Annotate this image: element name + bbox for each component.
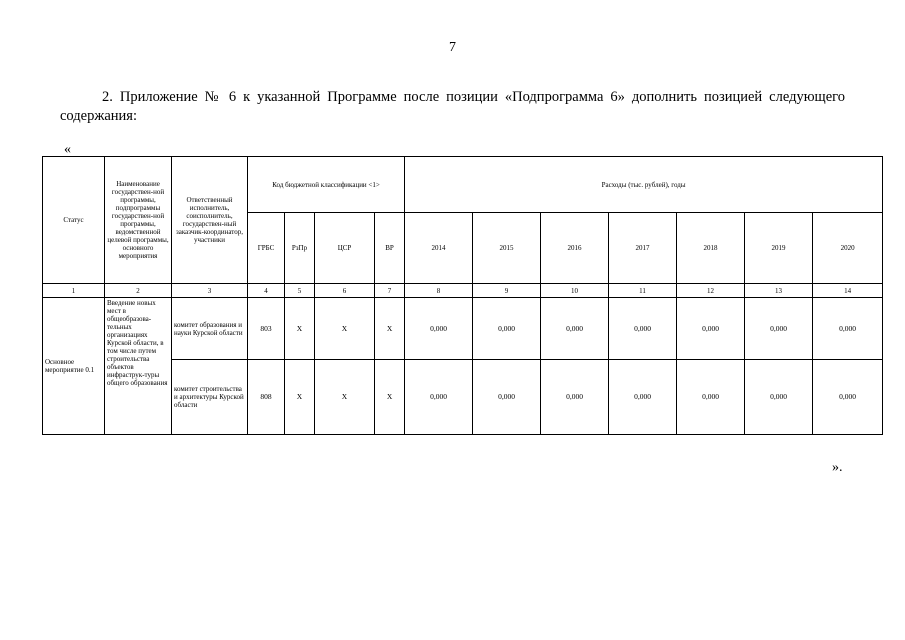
- column-number: 5: [285, 284, 315, 298]
- column-number: 6: [315, 284, 375, 298]
- header-responsible: Ответственный исполнитель, соисполнитель, государствен-ный заказчик-координатор, участники: [172, 157, 248, 284]
- header-year: 2017: [609, 213, 677, 284]
- expense-cell: 0,000: [473, 298, 541, 360]
- column-number: 9: [473, 284, 541, 298]
- column-number: 11: [609, 284, 677, 298]
- expense-cell: 0,000: [541, 298, 609, 360]
- column-number: 1: [43, 284, 105, 298]
- expense-cell: 0,000: [541, 360, 609, 435]
- page-number: 7: [449, 40, 456, 55]
- header-year: 2016: [541, 213, 609, 284]
- header-year: 2015: [473, 213, 541, 284]
- column-number: 4: [248, 284, 285, 298]
- budget-table: [42, 156, 883, 435]
- vr-cell: Х: [375, 298, 405, 360]
- header-expenses: Расходы (тыс. рублей), годы: [405, 157, 883, 213]
- header-status: Статус: [43, 157, 105, 284]
- expense-cell: 0,000: [405, 298, 473, 360]
- header-year: 2014: [405, 213, 473, 284]
- header-year: 2018: [677, 213, 745, 284]
- responsible-cell: комитет образования и науки Курской области: [172, 298, 248, 360]
- header-year: 2019: [745, 213, 813, 284]
- csr-cell: Х: [315, 360, 375, 435]
- header-rzpr: РзПр: [285, 213, 315, 284]
- intro-paragraph: [60, 88, 845, 126]
- closing-quote: ».: [832, 460, 843, 475]
- expense-cell: 0,000: [813, 298, 883, 360]
- status-cell: Основное мероприятие 0.1: [43, 298, 105, 435]
- column-number: 10: [541, 284, 609, 298]
- rzpr-cell: Х: [285, 298, 315, 360]
- expense-cell: 0,000: [405, 360, 473, 435]
- csr-cell: Х: [315, 298, 375, 360]
- column-number: 8: [405, 284, 473, 298]
- header-vr: ВР: [375, 213, 405, 284]
- grbs-cell: 808: [248, 360, 285, 435]
- opening-quote: «: [64, 142, 71, 157]
- expense-cell: 0,000: [745, 298, 813, 360]
- header-csr: ЦСР: [315, 213, 375, 284]
- header-name: Наименование государствен-ной программы, подпрограммы государствен-ной программы, ведомственной целевой программы, основного мероприятия: [105, 157, 172, 284]
- expense-cell: 0,000: [813, 360, 883, 435]
- column-number: 7: [375, 284, 405, 298]
- header-budget-code: Код бюджетной классификации <1>: [248, 157, 405, 213]
- expense-cell: 0,000: [609, 360, 677, 435]
- responsible-cell: комитет строительства и архитектуры Курской области: [172, 360, 248, 435]
- column-number: 12: [677, 284, 745, 298]
- rzpr-cell: Х: [285, 360, 315, 435]
- column-number: 2: [105, 284, 172, 298]
- expense-cell: 0,000: [745, 360, 813, 435]
- column-number: 3: [172, 284, 248, 298]
- expense-cell: 0,000: [677, 298, 745, 360]
- column-number: 13: [745, 284, 813, 298]
- header-year: 2020: [813, 213, 883, 284]
- column-number-row: [43, 284, 883, 298]
- intro-text: 2. Приложение № 6 к указанной Программе после позиции «Подпрограмма 6» дополнить позицией следующего содержания:: [60, 89, 845, 124]
- header-row: [43, 157, 883, 213]
- expense-cell: 0,000: [609, 298, 677, 360]
- header-grbs: ГРБС: [248, 213, 285, 284]
- column-number: 14: [813, 284, 883, 298]
- activity-name-cell: Введение новых мест в общеобразова-тельных организациях Курской области, в том числе путем строительства объектов инфраструк-туры общего образования: [105, 298, 172, 435]
- expense-cell: 0,000: [473, 360, 541, 435]
- grbs-cell: 803: [248, 298, 285, 360]
- table-row: [43, 298, 883, 360]
- vr-cell: Х: [375, 360, 405, 435]
- expense-cell: 0,000: [677, 360, 745, 435]
